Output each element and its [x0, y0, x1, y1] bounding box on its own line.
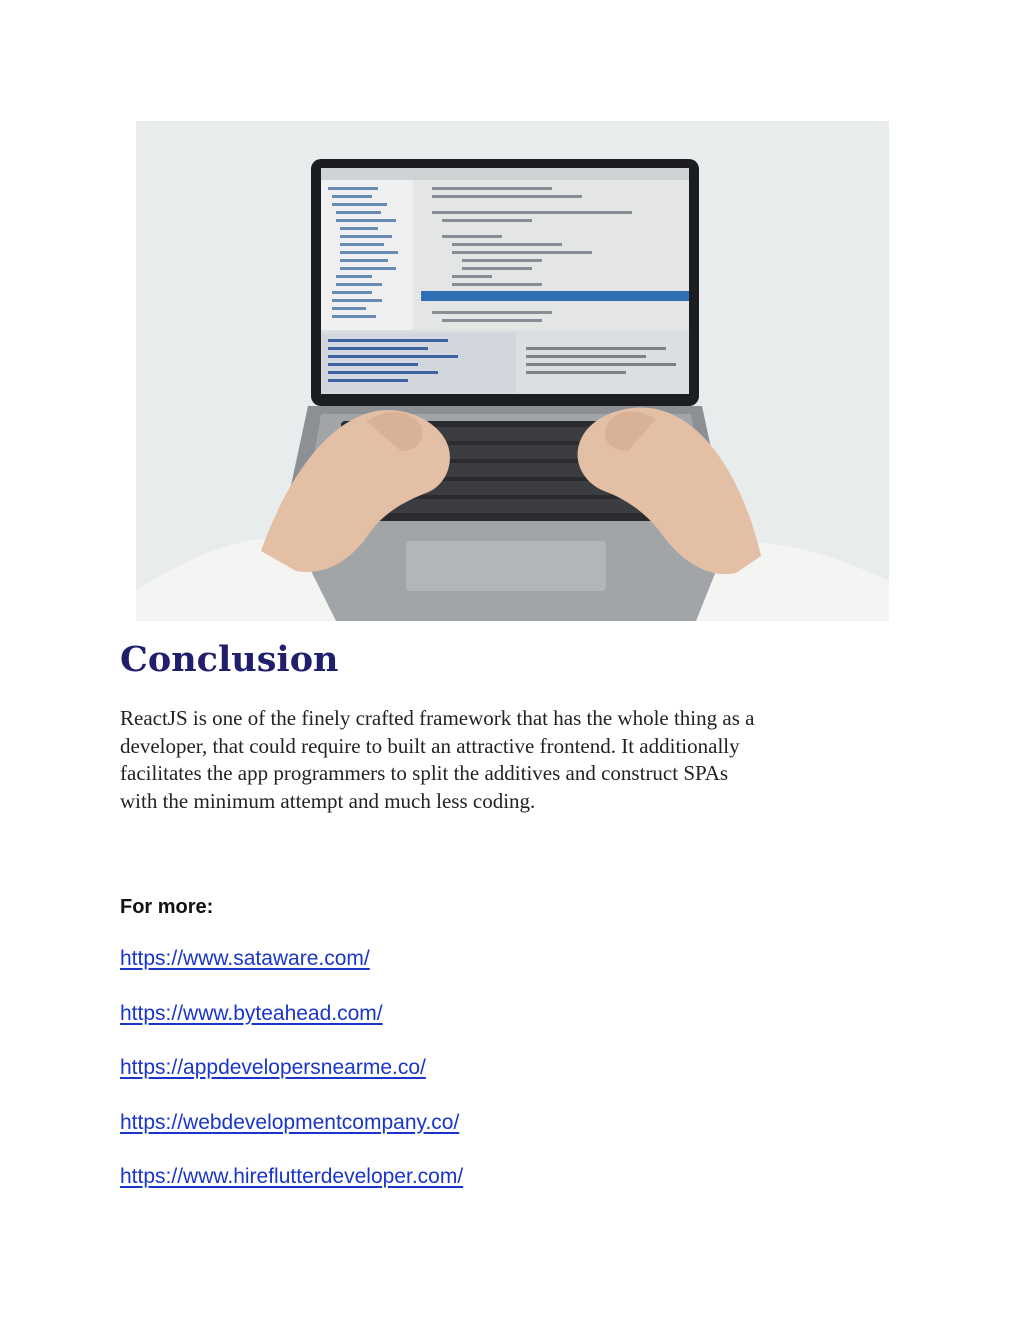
- list-item: [120, 1163, 463, 1218]
- list-item: [120, 1054, 463, 1109]
- list-item: [120, 1109, 463, 1164]
- paragraph-line: developer, that could require to built an attractive frontend. It additionally: [120, 733, 740, 758]
- link-webdevelopmentcompany[interactable]: https://webdevelopmentcompany.co/: [120, 1110, 460, 1134]
- conclusion-paragraph: [120, 705, 920, 815]
- link-appdevelopersnearme[interactable]: https://appdevelopersnearme.co/: [120, 1056, 426, 1079]
- page-title: Conclusion: [120, 639, 339, 680]
- link-byteahead[interactable]: https://www.byteahead.com/: [120, 1001, 383, 1025]
- paragraph-line: facilitates the app programmers to split the additives and construct SPAs: [120, 761, 729, 785]
- link-list: [120, 945, 463, 1218]
- link-sataware[interactable]: https://www.sataware.com/: [120, 947, 370, 970]
- paragraph-line: with the minimum attempt and much less coding.: [120, 788, 536, 813]
- for-more-label: For more:: [120, 896, 214, 918]
- laptop-typing-photo: [136, 121, 889, 621]
- list-item: [120, 1000, 463, 1055]
- paragraph-line: ReactJS is one of the finely crafted framework that has the whole thing as a: [120, 706, 755, 730]
- list-item: [120, 945, 463, 1000]
- link-hireflutterdeveloper[interactable]: https://www.hireflutterdeveloper.com/: [120, 1165, 464, 1188]
